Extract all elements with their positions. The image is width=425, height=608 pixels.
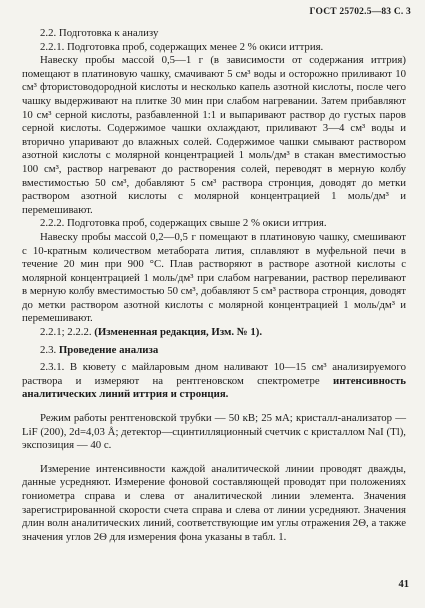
paragraph-2-3-1-text: 2.3.1. В кювету с майларовым дном наливают 10—15 см³ анализируемого раствора и измеряют на рентгеновском спектрометре [22, 361, 406, 387]
amendment-note [22, 326, 406, 340]
paragraph-2-3-1 [22, 361, 406, 402]
paragraph-2-2-1-title: 2.2.1. Подготовка проб, содержащих менее 2 % окиси иттрия. [40, 40, 324, 53]
amendment-clauses: 2.2.1; 2.2.2. [40, 326, 92, 339]
section-title: Проведение анализа [58, 343, 159, 356]
section-heading-2-2: 2.2. Подготовка к анализу [40, 27, 159, 39]
amendment-label: (Измененная редакция, Изм. № 1). [94, 326, 263, 339]
paragraph-measurement: Измерение интенсивности каждой аналитической линии проводят дважды, данные усредняют. Измерение фоновой составляющей проводят при положениях гониометра справа и слева от аналитической линии элемента. Значения зарегистрированной скорости счета справа и слева от линии усредняют. Значения длин волн аналитических линий, соответствующие им углы отражения 2Θ, а также значения углов 2Θ для измерения фона указаны в табл. 1. [22, 462, 406, 543]
paragraph-2-2-2-title: 2.2.2. Подготовка проб, содержащих свыше 2 % окиси иттрия. [40, 217, 327, 230]
paragraph-2-2-2-text: Навеску пробы массой 0,2—0,5 г помещают в платиновую чашку, смешивают с 10-кратным количеством метабората лития, сплавляют в муфельной печи в течение 20 мин при 900 °С. Плав растворяют в растворе азотной кислоты с молярной концентрацией 1 моль/дм³ при слабом нагревании, раствор переливают в мерную колбу вместимостью 50 см³, добавляют 5 см³ раствора стронция, доводят до метки раствором азотной кислоты с молярной концентрацией 1 моль/дм³ и перемешивают. [22, 230, 406, 325]
document-body [22, 26, 406, 544]
page-number: 41 [398, 579, 409, 590]
paragraph-2-2-1-text: Навеску пробы массой 0,5—1 г (в зависимости от содержания иттрия) помещают в платиновую чашку, смачивают 5 см³ воды и осторожно приливают 10 см³ фтористоводородной кислоты и несколько капель азотной кислоты, после чего чашку выдерживают на плитке 30 мин при слабом нагревании. Затем прибавляют 10 см³ серной кислоты, разбавленной 1:1 и выпаривают раствор до густых паров серной кислоты. Содержимое чашки охлаждают, приливают 3—4 см³ воды и вторично упаривают до влажных солей. Содержимое чашки смывают раствором азотной кислоты с молярной концентрацией 1 моль/дм³ в стакан вместимостью 100 см³, раствор нагревают до растворения солей, переводят в мерную колбу вместимостью 50 см³, добавляют 5 см³ раствора стронция, доводят до метки раствором азотной кислоты с молярной концентрацией 1 моль/дм³ и перемешивают. [22, 54, 406, 216]
running-header: ГОСТ 25702.5—83 С. 3 [309, 7, 411, 17]
paragraph-2-3-1-emphasis: интенсивность аналитических линий иттрия и стронция. [22, 374, 407, 401]
section-number: 2.3. [40, 343, 57, 356]
paragraph-tube-mode: Режим работы рентгеновской трубки — 50 кВ; 25 мА; кристалл-анализатор — LiF (200), 2d=4,03 Å; детектор—сцинтилляционный счетчик с кристаллом NaI (Tl), экспозиция — 40 с. [22, 412, 406, 452]
section-heading-2-3 [22, 344, 406, 358]
